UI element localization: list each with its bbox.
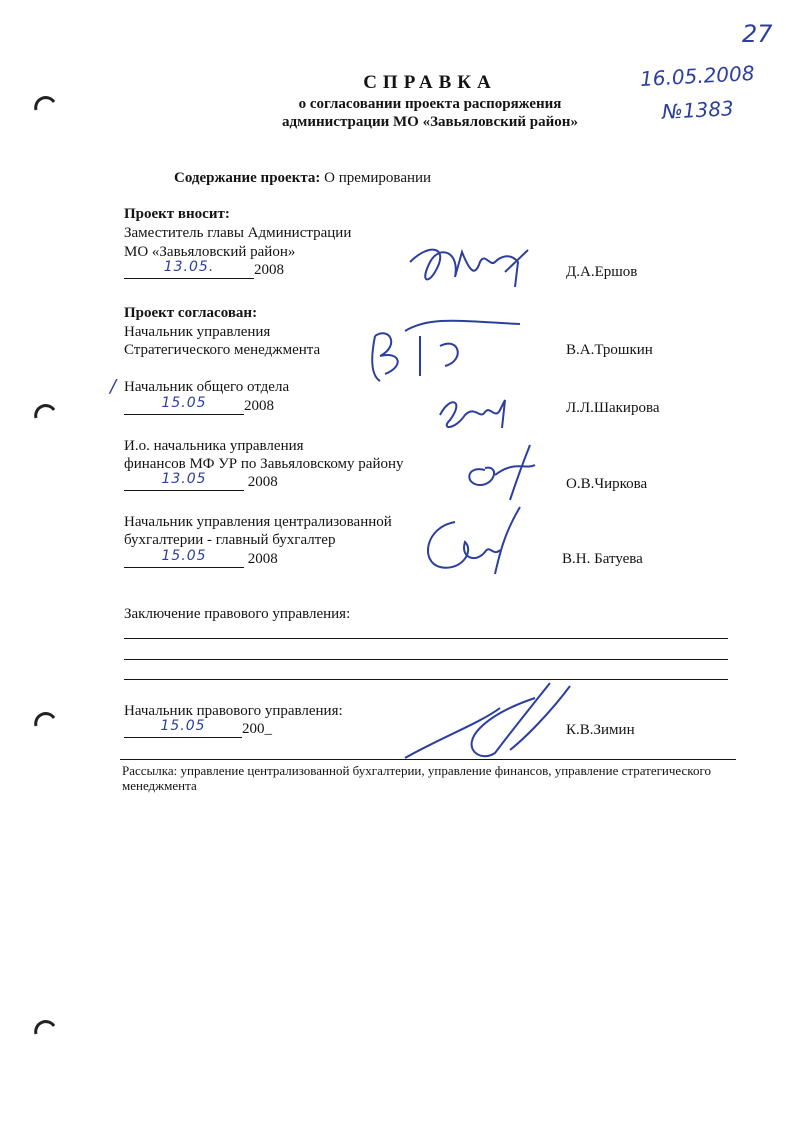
submitter-date-line <box>124 259 284 279</box>
signature-ershov <box>400 232 540 302</box>
project-content-label: Содержание проекта: <box>174 170 321 186</box>
conclusion-line-2 <box>124 659 728 660</box>
approval-3-year: 2008 <box>247 474 278 490</box>
approval-2-date-line <box>124 395 274 415</box>
approval-3-line2: финансов МФ УР по Завьяловскому району <box>124 456 404 472</box>
submitter-position-line1: Заместитель главы Администрации <box>124 225 352 241</box>
binder-hole-3 <box>34 708 56 730</box>
approval-3-name: О.В.Чиркова <box>566 476 648 492</box>
approval-4-line2: бухгалтерии - главный бухгалтер <box>124 532 336 548</box>
distribution-line2: менеджмента <box>122 778 197 793</box>
approval-2-date-handwritten: 15.05 <box>161 395 207 411</box>
document-subtitle-line2: администрации МО «Завьяловский район» <box>282 114 578 130</box>
legal-date-line <box>124 718 272 738</box>
approval-1-name: В.А.Трошкин <box>566 342 653 358</box>
project-content <box>174 170 431 187</box>
approval-4-date-handwritten: 15.05 <box>161 548 207 564</box>
approval-1-line1: Начальник управления <box>124 324 271 340</box>
corner-mark: 27 <box>742 20 773 48</box>
approval-3-line1: И.о. начальника управления <box>124 438 304 454</box>
document-subtitle-line1: о согласовании проекта распоряжения <box>298 96 562 112</box>
legal-conclusion-label: Заключение правового управления: <box>124 606 351 622</box>
approval-4-line1: Начальник управления централизованной <box>124 514 392 530</box>
signature-zimin <box>400 678 580 768</box>
signature-batueva <box>415 502 535 580</box>
submitter-name: Д.А.Ершов <box>566 264 638 280</box>
signature-chirkova <box>455 440 555 505</box>
legal-date-handwritten: 15.05 <box>160 718 206 734</box>
conclusion-line-1 <box>124 638 728 639</box>
legal-head-name: К.В.Зимин <box>566 722 635 738</box>
submitter-year: 2008 <box>254 262 284 278</box>
approval-2-line1: Начальник общего отдела <box>124 379 290 395</box>
approval-3-date-handwritten: 13.05 <box>161 471 207 487</box>
approval-2-mark: / <box>110 376 117 397</box>
registration-date: 16.05.2008 <box>639 61 756 91</box>
approval-4-year: 2008 <box>247 551 278 567</box>
project-content-value: О премировании <box>324 170 432 186</box>
submitter-position-line2: МО «Завьяловский район» <box>124 244 296 260</box>
approval-4-name: В.Н. Батуева <box>562 551 643 567</box>
submitter-date-handwritten: 13.05. <box>163 259 215 275</box>
legal-year: 200_ <box>242 721 272 737</box>
approval-1-line2: Стратегического менеджмента <box>124 342 321 358</box>
legal-head-label: Начальник правового управления: <box>124 703 343 719</box>
submitter-heading: Проект вносит: <box>124 206 230 222</box>
approval-2-year: 2008 <box>244 398 274 414</box>
signature-troshkin <box>360 306 530 386</box>
distribution-separator <box>120 759 736 760</box>
signature-shakirova <box>430 390 520 435</box>
distribution-line1: Рассылка: управление централизованной бухгалтерии, управление финансов, управление стратегического <box>122 763 711 778</box>
document-title: СПРАВКА <box>363 72 497 93</box>
binder-hole-2 <box>34 400 56 422</box>
approval-4-date-line <box>124 548 278 568</box>
registration-number: №1383 <box>661 96 735 124</box>
approval-3-date-line <box>124 471 278 491</box>
approvals-heading: Проект согласован: <box>124 305 258 321</box>
approval-2-name: Л.Л.Шакирова <box>566 400 660 416</box>
binder-hole-4 <box>34 1016 56 1038</box>
